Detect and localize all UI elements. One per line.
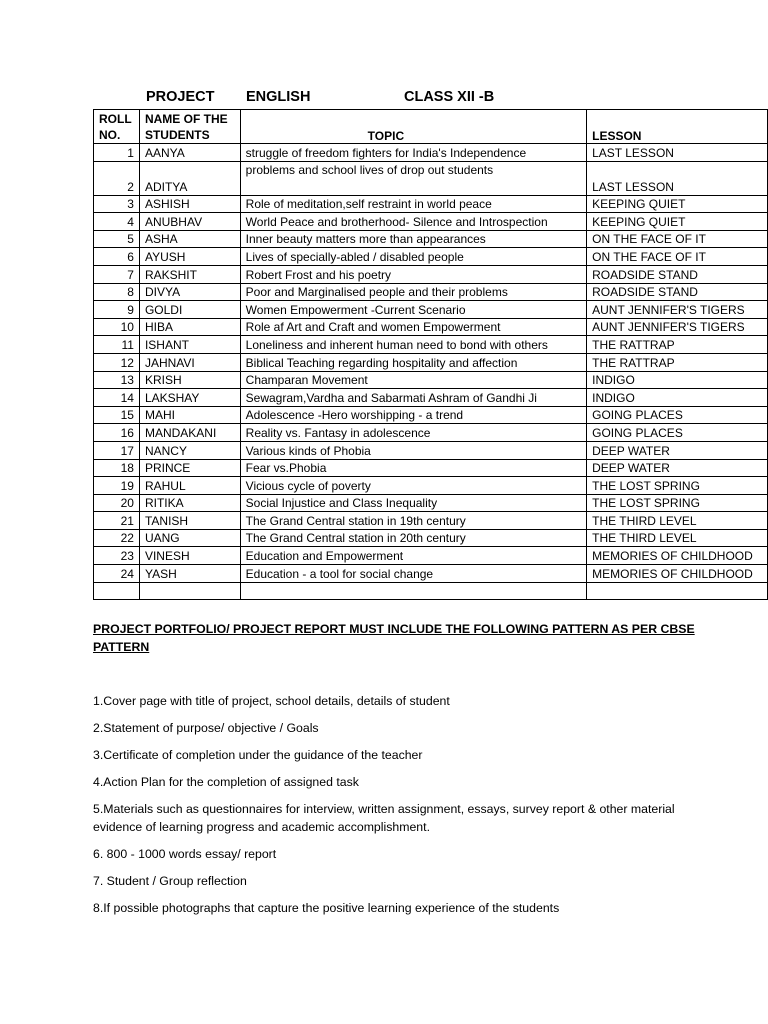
table-row — [94, 353, 768, 371]
topic-cell: Social Injustice and Class Inequality — [240, 494, 586, 512]
student-name-cell: AYUSH — [139, 248, 240, 266]
roll-number-cell: 12 — [94, 353, 140, 371]
portfolio-item: 2.Statement of purpose/ objective / Goals — [93, 721, 319, 735]
table-row — [94, 248, 768, 266]
student-name-cell: MAHI — [139, 406, 240, 424]
topic-cell: World Peace and brotherhood- Silence and Introspection — [240, 213, 586, 231]
topic-cell: Adolescence -Hero worshipping - a trend — [240, 406, 586, 424]
roll-number-cell: 2 — [94, 161, 140, 195]
lesson-cell: ON THE FACE OF IT — [587, 248, 768, 266]
roll-number-cell: 5 — [94, 230, 140, 248]
lesson-cell: INDIGO — [587, 371, 768, 389]
topic-cell: Role of meditation,self restraint in world peace — [240, 195, 586, 213]
subject-label: ENGLISH — [246, 89, 311, 105]
student-name-cell: MANDAKANI — [139, 424, 240, 442]
portfolio-list — [93, 692, 713, 917]
table-row — [94, 494, 768, 512]
table-row — [94, 213, 768, 231]
class-label: CLASS XII -B — [404, 89, 495, 105]
student-name-cell: NANCY — [139, 441, 240, 459]
topic-cell: Women Empowerment -Current Scenario — [240, 301, 586, 319]
student-name-cell: UANG — [139, 529, 240, 547]
roll-number-cell: 3 — [94, 195, 140, 213]
header-topic: TOPIC — [240, 110, 586, 144]
portfolio-item: 3.Certificate of completion under the guidance of the teacher — [93, 748, 423, 762]
lesson-cell: MEMORIES OF CHILDHOOD — [587, 565, 768, 583]
topic-cell: The Grand Central station in 19th century — [240, 512, 586, 530]
portfolio-item: 5.Materials such as questionnaires for interview, written assignment, essays, survey report & other material evidence of learning progress and academic accomplishment. — [93, 802, 675, 834]
topic-cell: The Grand Central station in 20th century — [240, 529, 586, 547]
lesson-cell: THE LOST SPRING — [587, 494, 768, 512]
table-row — [94, 144, 768, 162]
lesson-cell: THE THIRD LEVEL — [587, 529, 768, 547]
topic-cell: Fear vs.Phobia — [240, 459, 586, 477]
table-row — [94, 301, 768, 319]
lesson-cell: LAST LESSON — [587, 161, 768, 195]
table-row — [94, 283, 768, 301]
student-name-cell: AANYA — [139, 144, 240, 162]
table-row — [94, 477, 768, 495]
portfolio-item: 1.Cover page with title of project, school details, details of student — [93, 694, 450, 708]
student-name-cell: PRINCE — [139, 459, 240, 477]
table-row — [94, 512, 768, 530]
lesson-cell: GOING PLACES — [587, 424, 768, 442]
topic-cell: Education - a tool for social change — [240, 565, 586, 583]
table-row — [94, 565, 768, 583]
lesson-cell: KEEPING QUIET — [587, 213, 768, 231]
roll-number-cell: 10 — [94, 318, 140, 336]
lesson-cell: ROADSIDE STAND — [587, 283, 768, 301]
topic-cell: Vicious cycle of poverty — [240, 477, 586, 495]
roll-number-cell: 23 — [94, 547, 140, 565]
empty-cell — [139, 582, 240, 599]
student-name-cell: ISHANT — [139, 336, 240, 354]
header-student-name: NAME OF THE STUDENTS — [139, 110, 240, 144]
student-name-cell: TANISH — [139, 512, 240, 530]
empty-cell — [240, 582, 586, 599]
table-row — [94, 318, 768, 336]
table-row — [94, 265, 768, 283]
lesson-cell: THE LOST SPRING — [587, 477, 768, 495]
lesson-cell: GOING PLACES — [587, 406, 768, 424]
student-name-cell: ASHISH — [139, 195, 240, 213]
roll-number-cell: 9 — [94, 301, 140, 319]
topic-cell: Various kinds of Phobia — [240, 441, 586, 459]
student-name-cell: RITIKA — [139, 494, 240, 512]
roll-number-cell: 21 — [94, 512, 140, 530]
roll-number-cell: 1 — [94, 144, 140, 162]
lesson-cell: THE RATTRAP — [587, 336, 768, 354]
topic-cell: Role af Art and Craft and women Empowerment — [240, 318, 586, 336]
lesson-cell: THE RATTRAP — [587, 353, 768, 371]
roll-number-cell: 4 — [94, 213, 140, 231]
lesson-cell: ROADSIDE STAND — [587, 265, 768, 283]
roll-number-cell: 22 — [94, 529, 140, 547]
roll-number-cell: 19 — [94, 477, 140, 495]
student-name-cell: KRISH — [139, 371, 240, 389]
portfolio-item: 6. 800 - 1000 words essay/ report — [93, 847, 277, 861]
table-row — [94, 195, 768, 213]
portfolio-heading: PROJECT PORTFOLIO/ PROJECT REPORT MUST INCLUDE THE FOLLOWING PATTERN AS PER CBSE PATTERN — [93, 622, 695, 654]
table-row — [94, 547, 768, 565]
table-row — [94, 230, 768, 248]
topic-cell: Robert Frost and his poetry — [240, 265, 586, 283]
table-row-empty — [94, 582, 768, 599]
topic-cell: Reality vs. Fantasy in adolescence — [240, 424, 586, 442]
table-row — [94, 336, 768, 354]
topic-cell: struggle of freedom fighters for India's Independence — [240, 144, 586, 162]
student-name-cell: RAKSHIT — [139, 265, 240, 283]
lesson-cell: AUNT JENNIFER'S TIGERS — [587, 318, 768, 336]
table-row — [94, 424, 768, 442]
header-roll-no: ROLL NO. — [94, 110, 140, 144]
student-name-cell: RAHUL — [139, 477, 240, 495]
student-name-cell: LAKSHAY — [139, 389, 240, 407]
lesson-cell: AUNT JENNIFER'S TIGERS — [587, 301, 768, 319]
topic-cell: Inner beauty matters more than appearances — [240, 230, 586, 248]
roll-number-cell: 8 — [94, 283, 140, 301]
table-row — [94, 371, 768, 389]
student-name-cell: ASHA — [139, 230, 240, 248]
lesson-cell: THE THIRD LEVEL — [587, 512, 768, 530]
student-name-cell: VINESH — [139, 547, 240, 565]
student-name-cell: YASH — [139, 565, 240, 583]
roll-number-cell: 14 — [94, 389, 140, 407]
table-header-row — [94, 110, 768, 144]
topic-cell: Poor and Marginalised people and their problems — [240, 283, 586, 301]
roll-number-cell: 13 — [94, 371, 140, 389]
lesson-cell: DEEP WATER — [587, 441, 768, 459]
table-body — [94, 144, 768, 600]
student-name-cell: GOLDI — [139, 301, 240, 319]
lesson-cell: ON THE FACE OF IT — [587, 230, 768, 248]
topic-cell: problems and school lives of drop out students — [240, 161, 586, 195]
topic-cell: Loneliness and inherent human need to bond with others — [240, 336, 586, 354]
topic-cell: Sewagram,Vardha and Sabarmati Ashram of Gandhi Ji — [240, 389, 586, 407]
student-name-cell: DIVYA — [139, 283, 240, 301]
topic-cell: Education and Empowerment — [240, 547, 586, 565]
table-row — [94, 389, 768, 407]
roll-number-cell: 17 — [94, 441, 140, 459]
header-lesson: LESSON — [587, 110, 768, 144]
empty-cell — [587, 582, 768, 599]
lesson-cell: KEEPING QUIET — [587, 195, 768, 213]
student-name-cell: ANUBHAV — [139, 213, 240, 231]
project-label: PROJECT — [146, 89, 215, 105]
document-title-row — [0, 89, 768, 109]
roll-number-cell: 16 — [94, 424, 140, 442]
student-name-cell: JAHNAVI — [139, 353, 240, 371]
topic-cell: Lives of specially-abled / disabled people — [240, 248, 586, 266]
topic-cell: Champaran Movement — [240, 371, 586, 389]
project-allocation-table — [93, 109, 768, 600]
roll-number-cell: 11 — [94, 336, 140, 354]
lesson-cell: INDIGO — [587, 389, 768, 407]
table-row — [94, 441, 768, 459]
empty-cell — [94, 582, 140, 599]
roll-number-cell: 7 — [94, 265, 140, 283]
portfolio-guidelines — [93, 620, 713, 926]
table-row — [94, 529, 768, 547]
topic-cell: Biblical Teaching regarding hospitality and affection — [240, 353, 586, 371]
student-name-cell: ADITYA — [139, 161, 240, 195]
lesson-cell: MEMORIES OF CHILDHOOD — [587, 547, 768, 565]
portfolio-item: 4.Action Plan for the completion of assigned task — [93, 775, 359, 789]
roll-number-cell: 15 — [94, 406, 140, 424]
lesson-cell: LAST LESSON — [587, 144, 768, 162]
roll-number-cell: 24 — [94, 565, 140, 583]
student-name-cell: HIBA — [139, 318, 240, 336]
roll-number-cell: 20 — [94, 494, 140, 512]
roll-number-cell: 18 — [94, 459, 140, 477]
lesson-cell: DEEP WATER — [587, 459, 768, 477]
portfolio-item: 8.If possible photographs that capture the positive learning experience of the students — [93, 901, 560, 915]
table-row — [94, 161, 768, 195]
roll-number-cell: 6 — [94, 248, 140, 266]
portfolio-item: 7. Student / Group reflection — [93, 874, 247, 888]
table-row — [94, 406, 768, 424]
table-row — [94, 459, 768, 477]
